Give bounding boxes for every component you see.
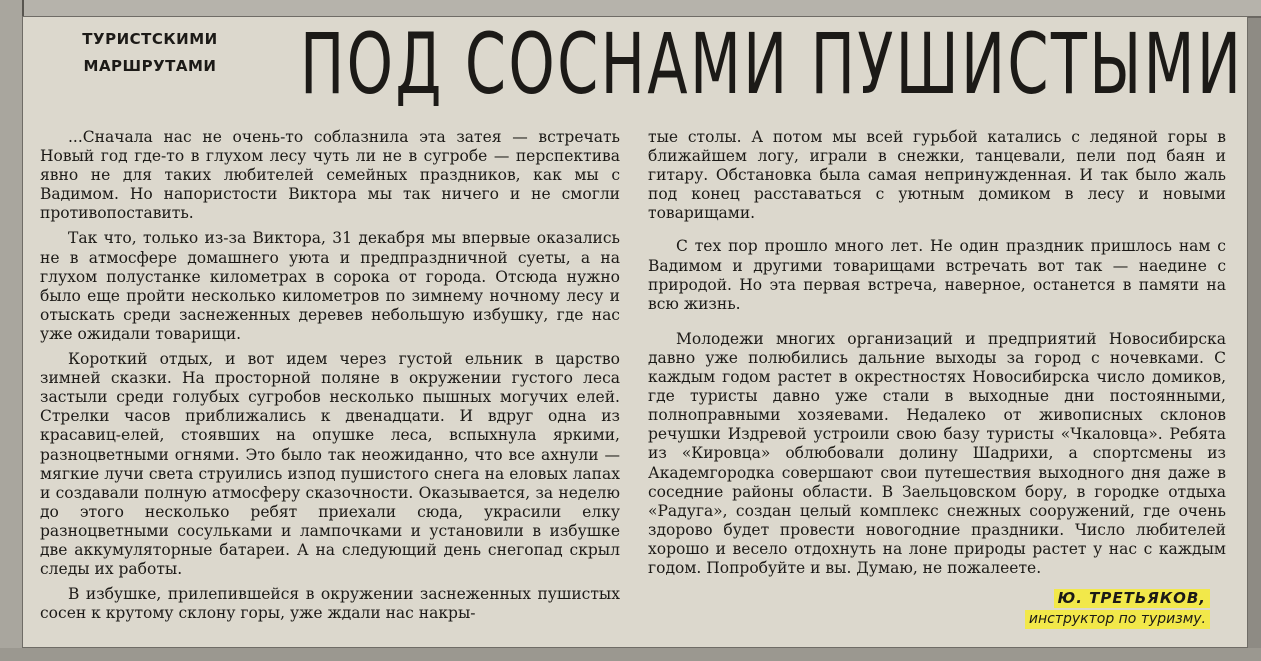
article-headline: ПОД СОСНАМИ ПУШИСТЫМИ: [300, 15, 1244, 113]
paragraph: В избушке, прилепившейся в окружении заснеженных пушистых сосен к крутому склону горы, уже ждали нас накры-: [40, 585, 620, 623]
paragraph: Так что, только из-за Виктора, 31 декабря мы впервые оказались не в атмосфере домашнего уюта и предпраздничной суеты, а на глухом полустанке километрах в сорока от города. Отсюда нужно было еще пройти несколько километров по зимнему ночному лесу и отыскать среди заснеженных деревев небольшую избушку, где нас уже ожидали товарищи.: [40, 229, 620, 343]
article-column-1: [40, 128, 620, 623]
rubric-line-1: ТУРИСТСКИМИ: [82, 30, 218, 48]
article-column-2: [648, 128, 1226, 578]
scan-bottom-edge: [0, 648, 1261, 661]
paragraph: Короткий отдых, и вот идем через густой ельник в царство зимней сказки. На просторной поляне в окружении густого леса застыли среди голубых сугробов несколько пышных могучих елей. Стрелки часов приближались к двенадцати. И вдруг одна из красавиц-елей, стоявших на опушке леса, вспыхнула яркими, разноцветными огнями. Это было так неожиданно, что все ахнули — мягкие лучи света струились изпод пушистого снега на еловых лапах и создавали полную атмосферу сказочности. Оказывается, за неделю до этого несколько ребят приехали сюда, украсили елку разноцветными сосульками и лампочками и установили в избушке две аккумуляторные батареи. А на следующий день снегопад скрыл следы их работы.: [40, 350, 620, 579]
author-name: Ю. ТРЕТЬЯКОВ,: [1054, 589, 1210, 608]
rubric-line-2: МАРШРУТАМИ: [83, 57, 217, 75]
paragraph: С тех пор прошло много лет. Не один праздник пришлось нам с Вадимом и другими товарищами встречать вот так — наедине с природой. Но эта первая встреча, наверное, останется в памяти на всю жизнь.: [648, 237, 1226, 313]
paragraph: ...Сначала нас не очень-то соблазнила эта затея — встречать Новый год где-то в глухом лесу чуть ли не в сугробе — перспектива явно не для таких любителей семейных праздников, как мы с Вадимом. Но напористости Виктора мы так ничего и не смогли противопоставить.: [40, 128, 620, 223]
author-signature: [990, 588, 1210, 629]
paragraph: Молодежи многих организаций и предприятий Новосибирска давно уже полюбились дальние выходы за город с ночевками. С каждым годом растет в окрестностях Новосибирска число домиков, где туристы давно уже стали в выходные дни постоянными, полноправными хозяевами. Недалеко от живописных склонов речушки Издревой устроили свою базу туристы «Чкаловца». Ребята из «Кировца» облюбовали долину Шадрихи, а спортсмены из Академгородка совершают свои путешествия выходного дня даже в соседние районы области. В Заельцовском бору, в городке отдыха «Радуга», создан целый комплекс снежных сооружений, где очень здорово будет провести новогодние праздники. Число любителей хорошо и весело отдохнуть на лоне природы растет у нас с каждым годом. Попробуйте и вы. Думаю, не пожалеете.: [648, 329, 1226, 577]
scan-left-edge: [0, 0, 24, 661]
section-rubric: [55, 26, 245, 80]
paragraph: тые столы. А потом мы всей гурьбой катались с ледяной горы в ближайшем логу, играли в снежки, танцевали, пели под баян и гитару. Обстановка была самая непринужденная. И так было жаль под конец расставаться с уютным домиком в лесу и новыми товарищами.: [648, 128, 1226, 223]
author-role: инструктор по туризму.: [1025, 610, 1210, 629]
